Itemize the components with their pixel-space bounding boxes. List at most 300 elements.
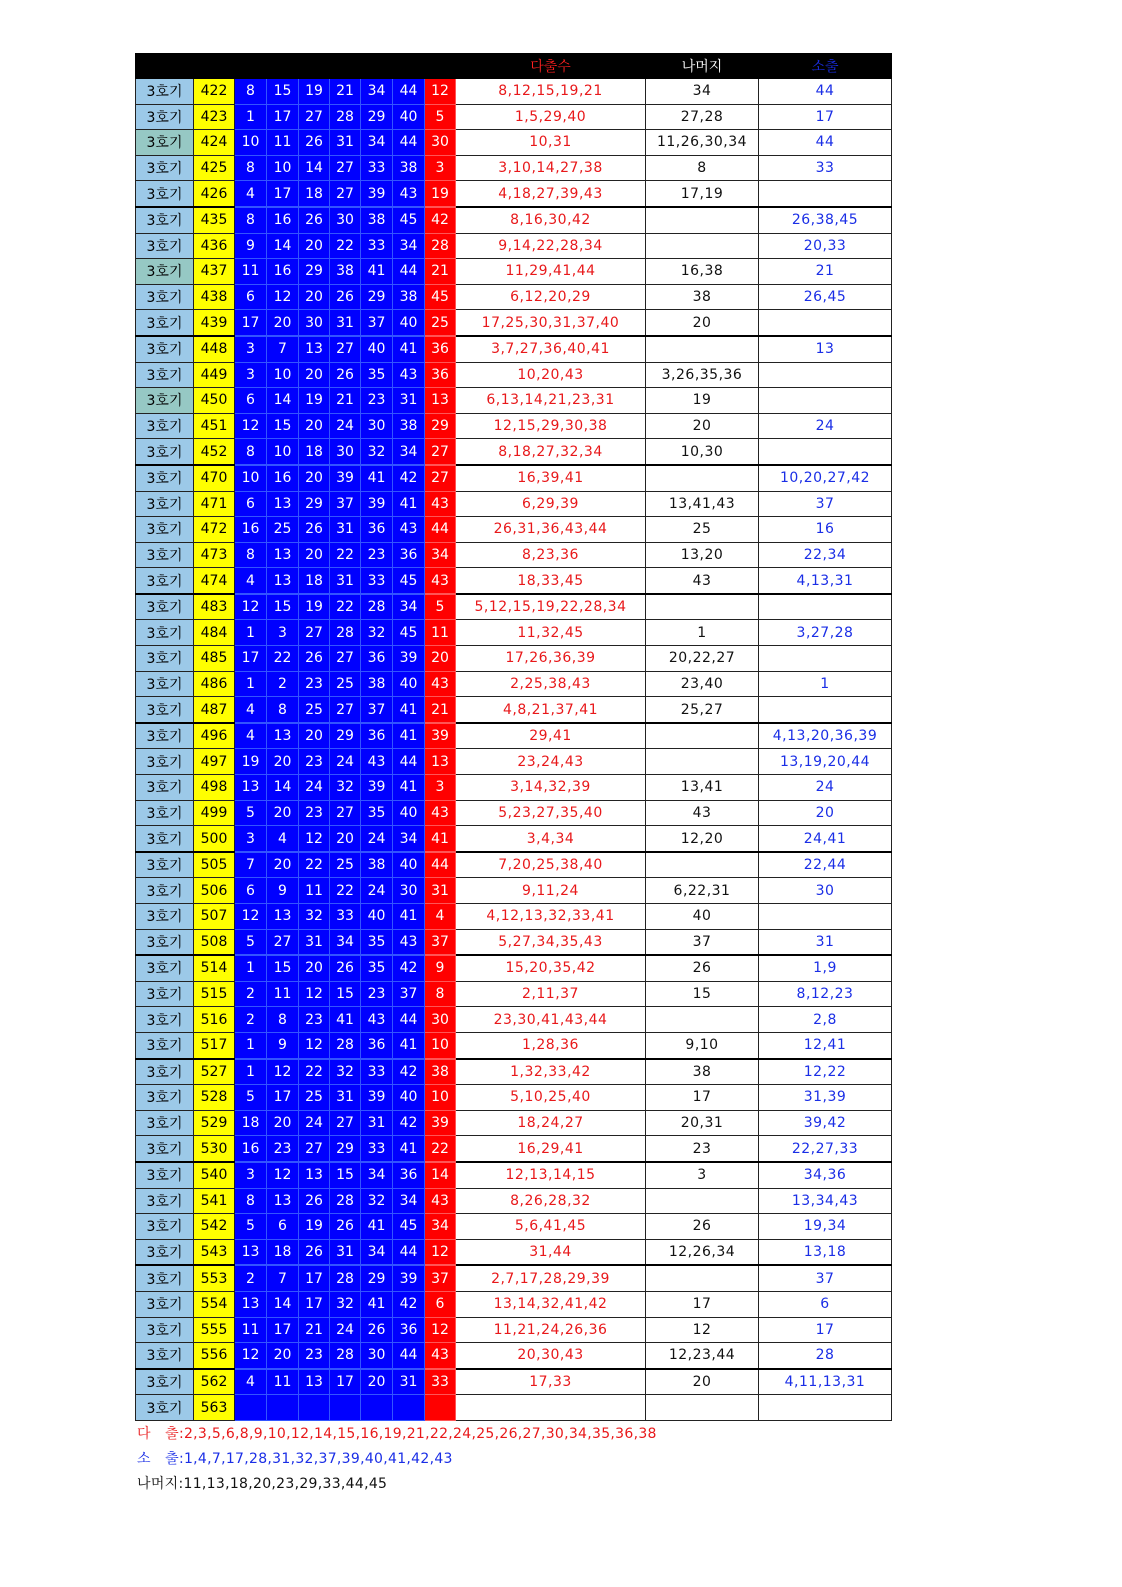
- number-cell: 44: [393, 1239, 425, 1265]
- table-row: [136, 104, 892, 130]
- many-cell: 5,10,25,40: [456, 1085, 646, 1111]
- machine-cell: 3호기: [136, 568, 194, 594]
- number-cell: 32: [330, 775, 361, 801]
- number-cell: 33: [361, 1059, 393, 1085]
- number-cell: 18: [267, 1239, 299, 1265]
- number-cell: 43: [393, 362, 425, 388]
- number-cell: 29: [361, 1265, 393, 1291]
- table-row: [136, 310, 892, 336]
- number-cell: 8: [235, 1188, 267, 1214]
- few-cell: 44: [759, 130, 892, 156]
- rest-cell: 40: [646, 904, 759, 930]
- many-cell: 11,29,41,44: [456, 259, 646, 285]
- machine-cell: 3호기: [136, 1395, 194, 1421]
- round-cell: 423: [194, 104, 235, 130]
- few-cell: 19,34: [759, 1214, 892, 1240]
- bonus-cell: 27: [425, 439, 456, 465]
- number-cell: 38: [393, 284, 425, 310]
- number-cell: 6: [235, 491, 267, 517]
- rest-cell: 38: [646, 1059, 759, 1085]
- bonus-cell: 43: [425, 491, 456, 517]
- number-cell: [361, 1395, 393, 1421]
- number-cell: 42: [393, 1059, 425, 1085]
- rest-cell: 37: [646, 929, 759, 955]
- number-cell: 30: [330, 207, 361, 233]
- few-cell: 13: [759, 336, 892, 362]
- bonus-cell: 22: [425, 1136, 456, 1162]
- number-cell: 33: [361, 155, 393, 181]
- table-row: [136, 1007, 892, 1033]
- number-cell: 2: [235, 1007, 267, 1033]
- number-cell: 26: [299, 517, 330, 543]
- bonus-cell: 13: [425, 388, 456, 414]
- number-cell: 5: [235, 1085, 267, 1111]
- number-cell: 36: [361, 1032, 393, 1058]
- number-cell: 27: [299, 620, 330, 646]
- number-cell: 1: [235, 671, 267, 697]
- number-cell: 32: [361, 620, 393, 646]
- bonus-cell: 42: [425, 207, 456, 233]
- number-cell: 1: [235, 1059, 267, 1085]
- round-cell: 527: [194, 1059, 235, 1085]
- header-rest: 나머지: [646, 54, 759, 79]
- bonus-cell: 25: [425, 310, 456, 336]
- rest-cell: 34: [646, 79, 759, 105]
- rest-cell: 43: [646, 800, 759, 826]
- machine-cell: 3호기: [136, 362, 194, 388]
- rest-cell: [646, 233, 759, 259]
- many-cell: 17,26,36,39: [456, 646, 646, 672]
- number-cell: 9: [267, 1032, 299, 1058]
- number-cell: 26: [299, 1188, 330, 1214]
- few-cell: 33: [759, 155, 892, 181]
- rest-cell: 12,26,34: [646, 1239, 759, 1265]
- machine-cell: 3호기: [136, 955, 194, 981]
- bonus-cell: 10: [425, 1085, 456, 1111]
- number-cell: 28: [330, 1032, 361, 1058]
- bonus-cell: 6: [425, 1291, 456, 1317]
- bonus-cell: 33: [425, 1369, 456, 1395]
- number-cell: 39: [361, 775, 393, 801]
- table-row: [136, 1136, 892, 1162]
- number-cell: 16: [267, 259, 299, 285]
- table-row: [136, 1059, 892, 1085]
- number-cell: 20: [299, 542, 330, 568]
- many-cell: 29,41: [456, 723, 646, 749]
- number-cell: 3: [267, 620, 299, 646]
- machine-cell: 3호기: [136, 671, 194, 697]
- number-cell: 29: [361, 284, 393, 310]
- number-cell: 24: [299, 775, 330, 801]
- number-cell: 11: [267, 1369, 299, 1395]
- number-cell: 31: [330, 517, 361, 543]
- number-cell: 5: [235, 800, 267, 826]
- table-row: [136, 1032, 892, 1058]
- number-cell: 17: [330, 1369, 361, 1395]
- machine-cell: 3호기: [136, 259, 194, 285]
- bonus-cell: 28: [425, 233, 456, 259]
- number-cell: 41: [361, 1214, 393, 1240]
- number-cell: 42: [393, 1110, 425, 1136]
- number-cell: 36: [361, 723, 393, 749]
- machine-cell: 3호기: [136, 1162, 194, 1188]
- round-cell: 449: [194, 362, 235, 388]
- number-cell: 15: [267, 79, 299, 105]
- bonus-cell: 34: [425, 542, 456, 568]
- number-cell: 15: [267, 413, 299, 439]
- number-cell: 34: [361, 1239, 393, 1265]
- number-cell: 25: [330, 852, 361, 878]
- rest-cell: 9,10: [646, 1032, 759, 1058]
- few-cell: 12,22: [759, 1059, 892, 1085]
- many-cell: [456, 1395, 646, 1421]
- number-cell: 31: [330, 568, 361, 594]
- number-cell: 4: [235, 1369, 267, 1395]
- table-row: [136, 1317, 892, 1343]
- few-cell: [759, 181, 892, 207]
- number-cell: 13: [299, 336, 330, 362]
- few-cell: 44: [759, 79, 892, 105]
- many-cell: 5,23,27,35,40: [456, 800, 646, 826]
- machine-cell: 3호기: [136, 388, 194, 414]
- number-cell: 22: [330, 878, 361, 904]
- bonus-cell: 13: [425, 749, 456, 775]
- summary-many-values: 2,3,5,6,8,9,10,12,14,15,16,19,21,22,24,25,26,27,30,34,35,36,38: [183, 1426, 657, 1442]
- many-cell: 23,24,43: [456, 749, 646, 775]
- number-cell: 20: [299, 465, 330, 491]
- number-cell: 8: [235, 542, 267, 568]
- table-row: [136, 568, 892, 594]
- table-row: [136, 929, 892, 955]
- table-row: [136, 955, 892, 981]
- rest-cell: [646, 336, 759, 362]
- number-cell: [299, 1395, 330, 1421]
- bonus-cell: 43: [425, 800, 456, 826]
- few-cell: [759, 904, 892, 930]
- table-row: [136, 259, 892, 285]
- number-cell: 31: [361, 1110, 393, 1136]
- header-many: 다출수: [456, 54, 646, 79]
- number-cell: 41: [393, 491, 425, 517]
- number-cell: 28: [330, 104, 361, 130]
- few-cell: 31: [759, 929, 892, 955]
- table-row: [136, 79, 892, 105]
- number-cell: 8: [235, 155, 267, 181]
- rest-cell: [646, 207, 759, 233]
- many-cell: 12,15,29,30,38: [456, 413, 646, 439]
- many-cell: 8,12,15,19,21: [456, 79, 646, 105]
- table-row: [136, 130, 892, 156]
- number-cell: 39: [361, 491, 393, 517]
- machine-cell: 3호기: [136, 723, 194, 749]
- table-row: [136, 1343, 892, 1369]
- few-cell: [759, 1395, 892, 1421]
- bonus-cell: 8: [425, 981, 456, 1007]
- number-cell: 17: [267, 1085, 299, 1111]
- number-cell: [330, 1395, 361, 1421]
- number-cell: 28: [361, 594, 393, 620]
- number-cell: 41: [393, 1136, 425, 1162]
- number-cell: 43: [361, 1007, 393, 1033]
- number-cell: 4: [267, 826, 299, 852]
- number-cell: 20: [299, 955, 330, 981]
- round-cell: 486: [194, 671, 235, 697]
- rest-cell: [646, 852, 759, 878]
- table-row: [136, 594, 892, 620]
- number-cell: 26: [330, 362, 361, 388]
- number-cell: 17: [299, 1265, 330, 1291]
- number-cell: 14: [299, 155, 330, 181]
- number-cell: 23: [361, 388, 393, 414]
- number-cell: 40: [393, 1085, 425, 1111]
- number-cell: 38: [361, 671, 393, 697]
- many-cell: 1,5,29,40: [456, 104, 646, 130]
- table-row: [136, 723, 892, 749]
- number-cell: 33: [361, 568, 393, 594]
- number-cell: 34: [393, 826, 425, 852]
- rest-cell: 1: [646, 620, 759, 646]
- number-cell: 13: [267, 904, 299, 930]
- table-row: [136, 439, 892, 465]
- machine-cell: 3호기: [136, 800, 194, 826]
- number-cell: 35: [361, 362, 393, 388]
- number-cell: 2: [235, 981, 267, 1007]
- number-cell: 34: [361, 79, 393, 105]
- summary-rest: [137, 1472, 657, 1497]
- number-cell: 40: [393, 852, 425, 878]
- number-cell: 15: [330, 981, 361, 1007]
- number-cell: 24: [361, 826, 393, 852]
- rest-cell: [646, 749, 759, 775]
- table-row: [136, 904, 892, 930]
- machine-cell: 3호기: [136, 1085, 194, 1111]
- rest-cell: 13,41,43: [646, 491, 759, 517]
- number-cell: 18: [299, 181, 330, 207]
- bonus-cell: 12: [425, 1239, 456, 1265]
- number-cell: 37: [330, 491, 361, 517]
- lotto-table: [135, 53, 892, 1421]
- many-cell: 5,6,41,45: [456, 1214, 646, 1240]
- rest-cell: [646, 1395, 759, 1421]
- number-cell: 34: [393, 1188, 425, 1214]
- machine-cell: 3호기: [136, 1007, 194, 1033]
- number-cell: 16: [267, 207, 299, 233]
- round-cell: 517: [194, 1032, 235, 1058]
- number-cell: 41: [393, 775, 425, 801]
- number-cell: 19: [299, 79, 330, 105]
- machine-cell: 3호기: [136, 465, 194, 491]
- number-cell: 34: [361, 1162, 393, 1188]
- machine-cell: 3호기: [136, 697, 194, 723]
- number-cell: 12: [299, 981, 330, 1007]
- number-cell: 8: [267, 1007, 299, 1033]
- number-cell: 20: [299, 362, 330, 388]
- number-cell: 31: [299, 929, 330, 955]
- number-cell: 23: [299, 1343, 330, 1369]
- few-cell: 8,12,23: [759, 981, 892, 1007]
- many-cell: 3,14,32,39: [456, 775, 646, 801]
- machine-cell: 3호기: [136, 155, 194, 181]
- number-cell: 20: [267, 1110, 299, 1136]
- round-cell: 438: [194, 284, 235, 310]
- rest-cell: 27,28: [646, 104, 759, 130]
- few-cell: 1,9: [759, 955, 892, 981]
- number-cell: 23: [299, 671, 330, 697]
- machine-cell: 3호기: [136, 542, 194, 568]
- machine-cell: 3호기: [136, 491, 194, 517]
- table-row: [136, 671, 892, 697]
- table-row: [136, 1395, 892, 1421]
- number-cell: 10: [267, 155, 299, 181]
- few-cell: [759, 310, 892, 336]
- number-cell: 13: [267, 491, 299, 517]
- number-cell: 36: [393, 1317, 425, 1343]
- machine-cell: 3호기: [136, 1214, 194, 1240]
- number-cell: 8: [235, 79, 267, 105]
- number-cell: 33: [361, 1136, 393, 1162]
- rest-cell: 43: [646, 568, 759, 594]
- machine-cell: 3호기: [136, 233, 194, 259]
- number-cell: 43: [393, 181, 425, 207]
- rest-cell: 20: [646, 413, 759, 439]
- number-cell: 12: [267, 1162, 299, 1188]
- rest-cell: 17: [646, 1085, 759, 1111]
- number-cell: 7: [267, 336, 299, 362]
- few-cell: 24: [759, 413, 892, 439]
- machine-cell: 3호기: [136, 517, 194, 543]
- number-cell: 34: [393, 594, 425, 620]
- bonus-cell: 12: [425, 1317, 456, 1343]
- number-cell: 27: [330, 697, 361, 723]
- number-cell: 13: [299, 1369, 330, 1395]
- number-cell: 31: [393, 388, 425, 414]
- round-cell: 508: [194, 929, 235, 955]
- few-cell: 4,13,20,36,39: [759, 723, 892, 749]
- table-row: [136, 1110, 892, 1136]
- round-cell: 473: [194, 542, 235, 568]
- many-cell: 2,7,17,28,29,39: [456, 1265, 646, 1291]
- number-cell: 26: [299, 646, 330, 672]
- few-cell: [759, 697, 892, 723]
- round-cell: 487: [194, 697, 235, 723]
- table-row: [136, 336, 892, 362]
- machine-cell: 3호기: [136, 310, 194, 336]
- number-cell: 26: [330, 955, 361, 981]
- few-cell: 4,13,31: [759, 568, 892, 594]
- number-cell: 32: [299, 904, 330, 930]
- number-cell: 4: [235, 723, 267, 749]
- number-cell: 43: [361, 749, 393, 775]
- rest-cell: [646, 1265, 759, 1291]
- number-cell: 45: [393, 620, 425, 646]
- many-cell: 18,33,45: [456, 568, 646, 594]
- number-cell: 5: [235, 1214, 267, 1240]
- number-cell: 44: [393, 1007, 425, 1033]
- table-row: [136, 362, 892, 388]
- rest-cell: 20,31: [646, 1110, 759, 1136]
- bonus-cell: 39: [425, 1110, 456, 1136]
- round-cell: 528: [194, 1085, 235, 1111]
- number-cell: 22: [299, 1059, 330, 1085]
- number-cell: 23: [299, 749, 330, 775]
- few-cell: 30: [759, 878, 892, 904]
- number-cell: 29: [299, 491, 330, 517]
- number-cell: 25: [330, 671, 361, 697]
- table-row: [136, 1265, 892, 1291]
- bonus-cell: 37: [425, 1265, 456, 1291]
- machine-cell: 3호기: [136, 1291, 194, 1317]
- number-cell: 11: [267, 981, 299, 1007]
- number-cell: 11: [235, 1317, 267, 1343]
- round-cell: 515: [194, 981, 235, 1007]
- machine-cell: 3호기: [136, 439, 194, 465]
- round-cell: 530: [194, 1136, 235, 1162]
- number-cell: 39: [393, 1265, 425, 1291]
- table-row: [136, 852, 892, 878]
- table-row: [136, 1085, 892, 1111]
- many-cell: 20,30,43: [456, 1343, 646, 1369]
- many-cell: 3,4,34: [456, 826, 646, 852]
- number-cell: 26: [299, 207, 330, 233]
- machine-cell: 3호기: [136, 1265, 194, 1291]
- rest-cell: 11,26,30,34: [646, 130, 759, 156]
- few-cell: 4,11,13,31: [759, 1369, 892, 1395]
- many-cell: 8,16,30,42: [456, 207, 646, 233]
- number-cell: 19: [235, 749, 267, 775]
- number-cell: 24: [299, 1110, 330, 1136]
- number-cell: 25: [299, 697, 330, 723]
- number-cell: 30: [299, 310, 330, 336]
- number-cell: 2: [267, 671, 299, 697]
- machine-cell: 3호기: [136, 1343, 194, 1369]
- number-cell: 26: [299, 1239, 330, 1265]
- round-cell: 498: [194, 775, 235, 801]
- number-cell: 19: [299, 594, 330, 620]
- bonus-cell: 20: [425, 646, 456, 672]
- number-cell: 17: [267, 1317, 299, 1343]
- number-cell: 31: [330, 310, 361, 336]
- table-row: [136, 181, 892, 207]
- rest-cell: 16,38: [646, 259, 759, 285]
- number-cell: 26: [330, 1214, 361, 1240]
- many-cell: 1,32,33,42: [456, 1059, 646, 1085]
- few-cell: [759, 594, 892, 620]
- few-cell: 6: [759, 1291, 892, 1317]
- number-cell: 24: [361, 878, 393, 904]
- many-cell: 4,12,13,32,33,41: [456, 904, 646, 930]
- number-cell: 36: [361, 646, 393, 672]
- bonus-cell: 30: [425, 130, 456, 156]
- few-cell: 13,19,20,44: [759, 749, 892, 775]
- table-row: [136, 517, 892, 543]
- rest-cell: 20,22,27: [646, 646, 759, 672]
- machine-cell: 3호기: [136, 852, 194, 878]
- bonus-cell: 10: [425, 1032, 456, 1058]
- few-cell: 12,41: [759, 1032, 892, 1058]
- number-cell: 13: [267, 723, 299, 749]
- many-cell: 2,11,37: [456, 981, 646, 1007]
- number-cell: 32: [330, 1291, 361, 1317]
- many-cell: 1,28,36: [456, 1032, 646, 1058]
- number-cell: 12: [235, 594, 267, 620]
- number-cell: 6: [235, 388, 267, 414]
- number-cell: 29: [299, 259, 330, 285]
- many-cell: 13,14,32,41,42: [456, 1291, 646, 1317]
- number-cell: 18: [299, 439, 330, 465]
- number-cell: 24: [330, 1317, 361, 1343]
- number-cell: [393, 1395, 425, 1421]
- round-cell: 451: [194, 413, 235, 439]
